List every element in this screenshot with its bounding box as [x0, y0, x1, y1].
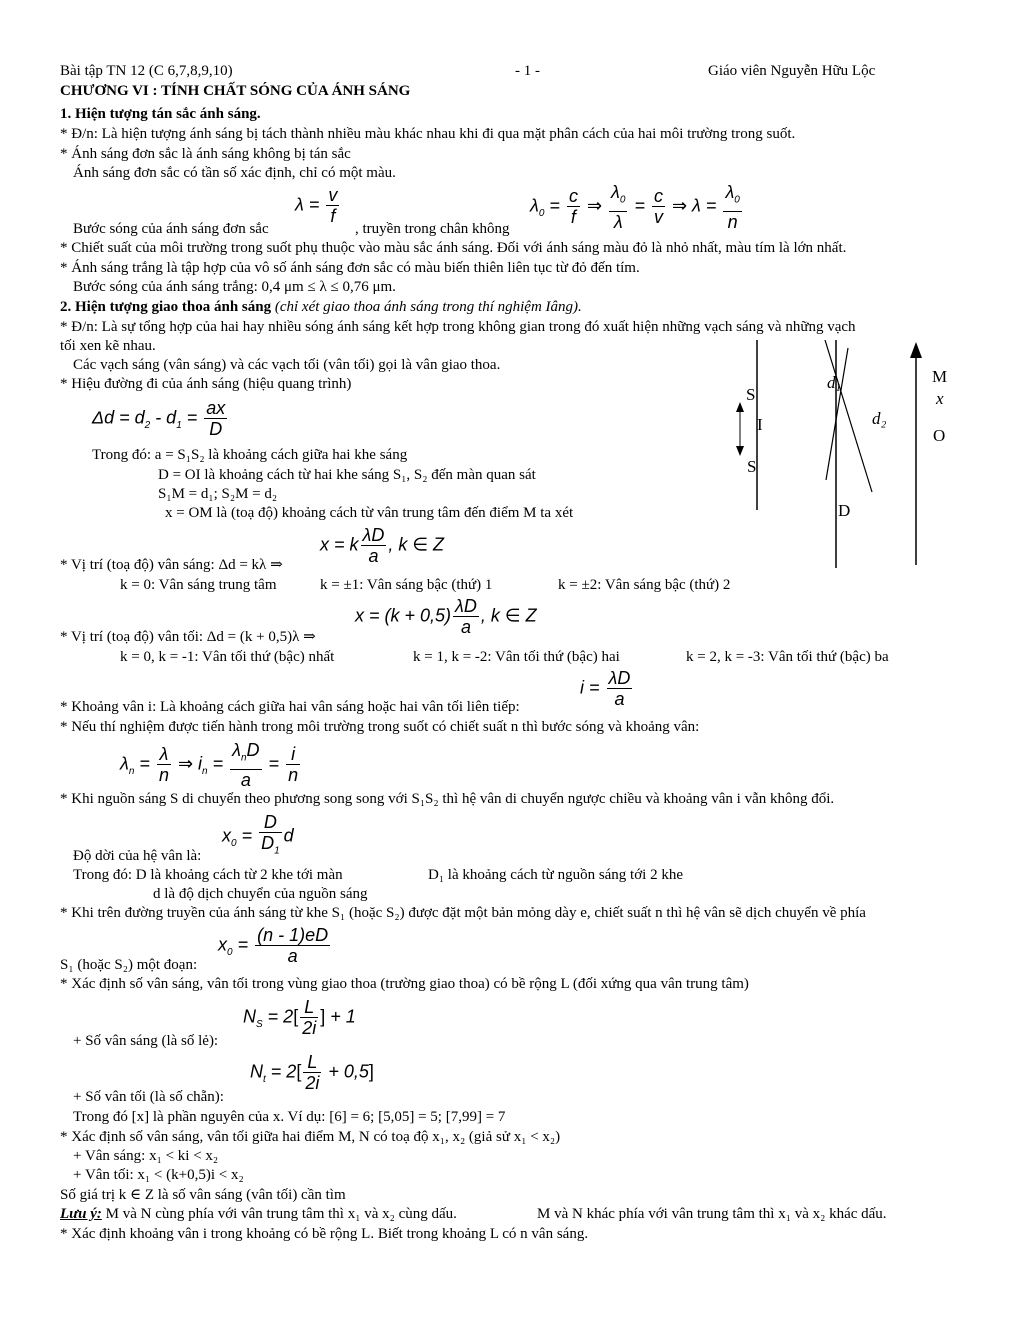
- label-d1-sub: 1: [835, 382, 841, 394]
- bright-k1: k = ±1: Vân sáng bậc (thứ) 1: [320, 577, 493, 593]
- section2-title: 2. Hiện tượng giao thoa ánh sáng: [60, 299, 272, 315]
- formula-count-dark: $N_t = 2$[ $\frac{L}{2i}$ + 0,5]: [250, 1052, 374, 1093]
- section2-title-line: [60, 298, 582, 316]
- dark-k1: k = 0, k = -1: Vân tối thứ (bậc) nhất: [120, 649, 335, 665]
- s2-plate1: * Khi trên đường truyền của ánh sáng từ khe S₁ (hoặc S₂) được đặt một bản mỏng dày e, chiết suất n thì hệ vân sẽ dịch chuyển về phía: [60, 905, 866, 921]
- note-line: [60, 1205, 457, 1223]
- shift-where1: Trong đó: D là khoảng cách từ 2 khe tới màn: [73, 867, 343, 883]
- s2-path-diff: * Hiệu đường đi của ánh sáng (hiệu quang trình): [60, 376, 352, 392]
- s2-source-move: * Khi nguồn sáng S di chuyển theo phương song song với S₁S₂ thì hệ vân di chuyển ngược chiều và khoảng vân i vẫn không đổi.: [60, 791, 835, 807]
- s2-def1: * Đ/n: Là sự tổng hợp của hai hay nhiều sóng ánh sáng kết hợp trong không gian trong đó xuất hiện những vạch sáng và những vạch: [60, 319, 856, 335]
- label-d1: [827, 373, 841, 394]
- ray-d2: [826, 348, 848, 480]
- between-dark: + Vân tối: x₁ < (k+0,5)i < x₂: [73, 1167, 244, 1183]
- ray-d1: [825, 340, 872, 492]
- formula-bright: x = k $\frac{\lambda D}{a}$ , k ∈ Z: [320, 525, 445, 566]
- where-a: Trong đó: a = S₁S₂ là khoảng cách giữa hai khe sáng: [92, 447, 408, 463]
- formula-medium: $\lambda_n$ = $\frac{\lambda}{n}$ ⇒ $i_n$ = $\frac{\lambda_nD}{a}$ = $\frac{i}{n}$: [120, 740, 299, 790]
- shift-label: Độ dời của hệ vân là:: [73, 848, 202, 864]
- s2-def2: tối xen kẽ nhau.: [60, 338, 156, 354]
- k-count: Số giá trị k ∈ Z là số vân sáng (vân tối) cần tìm: [60, 1187, 346, 1203]
- formula-lambda0: $\lambda_0$ = $\frac{c}{f}$ ⇒ $\frac{\lambda_0}{\lambda}$ = $\frac{c}{v}$ ⇒ λ = $\frac{\lambda_0}{n}$: [530, 182, 740, 232]
- young-experiment-diagram: [730, 340, 970, 570]
- s1-mono1: * Ánh sáng đơn sắc là ánh sáng không bị tán sắc: [60, 146, 351, 162]
- s2-last: * Xác định khoảng vân i trong khoảng có bề rộng L. Biết trong khoảng L có n vân sáng.: [60, 1226, 589, 1242]
- label-S2: S: [747, 457, 757, 476]
- formula-dark: x = (k + 0,5) $\frac{\lambda D}{a}$ , k ∈ Z: [355, 596, 537, 637]
- s2-between: * Xác định số vân sáng, vân tối giữa hai điểm M, N có toạ độ x₁, x₂ (giả sử x₁ < x₂): [60, 1129, 561, 1145]
- where-D: D = OI là khoảng cách từ hai khe sáng S₁, S₂ đến màn quan sát: [158, 467, 536, 483]
- label-d2: d₂: [872, 409, 887, 428]
- shift-where2: D₁ là khoảng cách từ nguồn sáng tới 2 khe: [428, 867, 683, 883]
- header-page-number: - 1 -: [515, 63, 540, 79]
- where-d: S₁M = d₁; S₂M = d₂: [158, 486, 278, 502]
- label-D: D: [838, 501, 851, 520]
- formula-path-difference: $\Delta d = d_2 - d_1$ = $\frac{ax}{D}$: [92, 398, 226, 439]
- s1-index: * Chiết suất của môi trường trong suốt phụ thuộc vào màu sắc ánh sáng. Đối với ánh sáng màu đỏ là nhỏ nhất, màu tím là lớn nhất.: [60, 240, 847, 256]
- s2-plate2: S₁ (hoặc S₂) một đoạn:: [60, 957, 198, 973]
- note-same-side: M và N cùng phía với vân trung tâm thì x₁ và x₂ cùng dấu.: [105, 1206, 457, 1222]
- label-I: I: [757, 415, 763, 434]
- count-dark-label: + Số vân tối (là số chẵn):: [73, 1089, 224, 1105]
- label-M: M: [932, 367, 948, 386]
- bright-k0: k = 0: Vân sáng trung tâm: [120, 577, 277, 593]
- s2-dark: * Vị trí (toạ độ) vân tối: Δd = (k + 0,5)λ ⇒: [60, 629, 316, 645]
- s1-mono2: Ánh sáng đơn sắc có tần số xác định, chỉ có một màu.: [73, 165, 396, 181]
- s2-count: * Xác định số vân sáng, vân tối trong vùng giao thoa (trường giao thoa) có bề rộng L (đối xứng qua vân trung tâm): [60, 976, 749, 992]
- section2-note: (chỉ xét giao thoa ánh sáng trong thí nghiệm Iâng).: [274, 299, 582, 315]
- formula-lambda-v-f: λ = $\frac{v}{f}$: [295, 185, 338, 226]
- s1-definition: * Đ/n: Là hiện tượng ánh sáng bị tách thành nhiều màu khác nhau khi đi qua mặt phân cách của hai môi trường trong suốt.: [60, 126, 796, 142]
- count-bright-label: + Số vân sáng (là số lẻ):: [73, 1033, 219, 1049]
- s1-white-wavelength: Bước sóng của ánh sáng trắng: 0,4 μm ≤ λ ≤ 0,76 μm.: [73, 279, 396, 295]
- formula-plate-shift: $x_0$ = $\frac{(n - 1)eD}{a}$: [218, 925, 329, 966]
- s2-bright: * Vị trí (toạ độ) vân sáng: Δd = kλ ⇒: [60, 557, 283, 573]
- s1-wavelength-label: Bước sóng của ánh sáng đơn sắc: [73, 221, 269, 237]
- formula-count-bright: $N_S = 2$[ $\frac{L}{2i}$ ] + 1: [243, 997, 356, 1038]
- s2-medium: * Nếu thí nghiệm được tiến hành trong môi trường trong suốt có chiết suất n thì bước sóng và khoảng vân:: [60, 719, 700, 735]
- formula-shift: $x_0$ = $\frac{D}{D_1}$ d: [222, 812, 294, 857]
- label-O: O: [933, 426, 946, 445]
- between-bright: + Vân sáng: x₁ < ki < x₂: [73, 1148, 219, 1164]
- s1-vacuum-label: , truyền trong chân không: [355, 221, 510, 237]
- label-S1: S: [746, 385, 756, 404]
- section1-title: 1. Hiện tượng tán sắc ánh sáng.: [60, 106, 261, 122]
- bright-k2: k = ±2: Vân sáng bậc (thứ) 2: [558, 577, 731, 593]
- slit-distance-arrow-head-bottom: [736, 446, 744, 456]
- dark-k3: k = 2, k = -3: Vân tối thứ (bậc) ba: [686, 649, 889, 665]
- formula-fringe-spacing: i = $\frac{\lambda D}{a}$: [580, 668, 631, 709]
- s2-fringes: Các vạch sáng (vân sáng) và các vạch tối (vân tối) gọi là vân giao thoa.: [73, 357, 501, 373]
- int-part-note: Trong đó [x] là phần nguyên của x. Ví dụ: [6] = 6; [5,05] = 5; [7,99] = 7: [73, 1109, 506, 1125]
- where-x: x = OM là (toạ độ) khoảng cách từ vân trung tâm đến điểm M ta xét: [165, 505, 574, 521]
- label-d1-letter: d: [827, 373, 836, 392]
- s2-spacing: * Khoảng vân i: Là khoảng cách giữa hai vân sáng hoặc hai vân tối liên tiếp:: [60, 699, 520, 715]
- chapter-title: CHƯƠNG VI : TÍNH CHẤT SÓNG CỦA ÁNH SÁNG: [60, 83, 411, 99]
- note-label: Lưu ý:: [60, 1206, 102, 1222]
- shift-where3: d là độ dịch chuyển của nguồn sáng: [153, 886, 368, 902]
- s1-white: * Ánh sáng trắng là tập hợp của vô số ánh sáng đơn sắc có màu biến thiên liên tục từ đỏ đến tím.: [60, 260, 640, 276]
- note-diff-side: M và N khác phía với vân trung tâm thì x₁ và x₂ khác dấu.: [537, 1206, 887, 1222]
- header-right: Giáo viên Nguyễn Hữu Lộc: [708, 63, 876, 79]
- slit-distance-arrow-head-top: [736, 402, 744, 412]
- label-x: x: [936, 389, 944, 408]
- dark-k2: k = 1, k = -2: Vân tối thứ (bậc) hai: [413, 649, 620, 665]
- header-left: Bài tập TN 12 (C 6,7,8,9,10): [60, 63, 233, 79]
- screen-arrow-head: [910, 342, 922, 358]
